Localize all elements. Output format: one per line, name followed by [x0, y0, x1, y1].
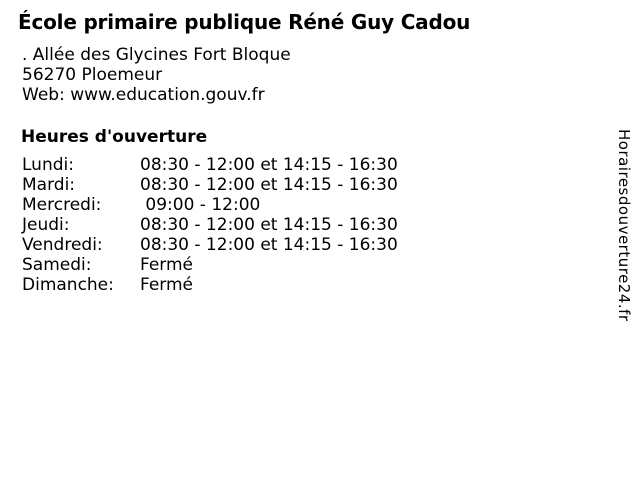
address-block: [22, 45, 600, 105]
website-text: Web: www.education.gouv.fr: [22, 85, 265, 105]
page-title: École primaire publique Réné Guy Cadou: [18, 10, 471, 34]
day-hours: 09:00 - 12:00: [140, 195, 261, 215]
day-label: Lundi:: [22, 155, 74, 175]
hours-heading: Heures d'ouverture: [21, 127, 208, 147]
day-label: Mercredi:: [22, 195, 102, 215]
day-hours: Fermé: [140, 275, 194, 295]
hours-row-tuesday: [22, 175, 600, 195]
day-label: Samedi:: [22, 255, 92, 275]
day-hours: 08:30 - 12:00 et 14:15 - 16:30: [140, 155, 398, 175]
hours-row-sunday: [22, 275, 600, 295]
day-hours: 08:30 - 12:00 et 14:15 - 16:30: [140, 175, 398, 195]
hours-row-saturday: [22, 255, 600, 275]
day-label: Dimanche:: [22, 275, 114, 295]
hours-row-thursday: [22, 215, 600, 235]
address-city: 56270 Ploemeur: [22, 65, 163, 85]
day-label: Jeudi:: [22, 215, 70, 235]
day-hours: Fermé: [140, 255, 194, 275]
hours-table: [22, 155, 600, 295]
hours-row-wednesday: [22, 195, 600, 215]
day-label: Mardi:: [22, 175, 76, 195]
hours-row-monday: [22, 155, 600, 175]
day-label: Vendredi:: [22, 235, 103, 255]
day-hours: 08:30 - 12:00 et 14:15 - 16:30: [140, 235, 398, 255]
hours-row-friday: [22, 235, 600, 255]
day-hours: 08:30 - 12:00 et 14:15 - 16:30: [140, 215, 398, 235]
watermark-vertical-text: Horairesdouverture24.fr: [615, 129, 633, 322]
address-street: . Allée des Glycines Fort Bloque: [22, 45, 291, 65]
